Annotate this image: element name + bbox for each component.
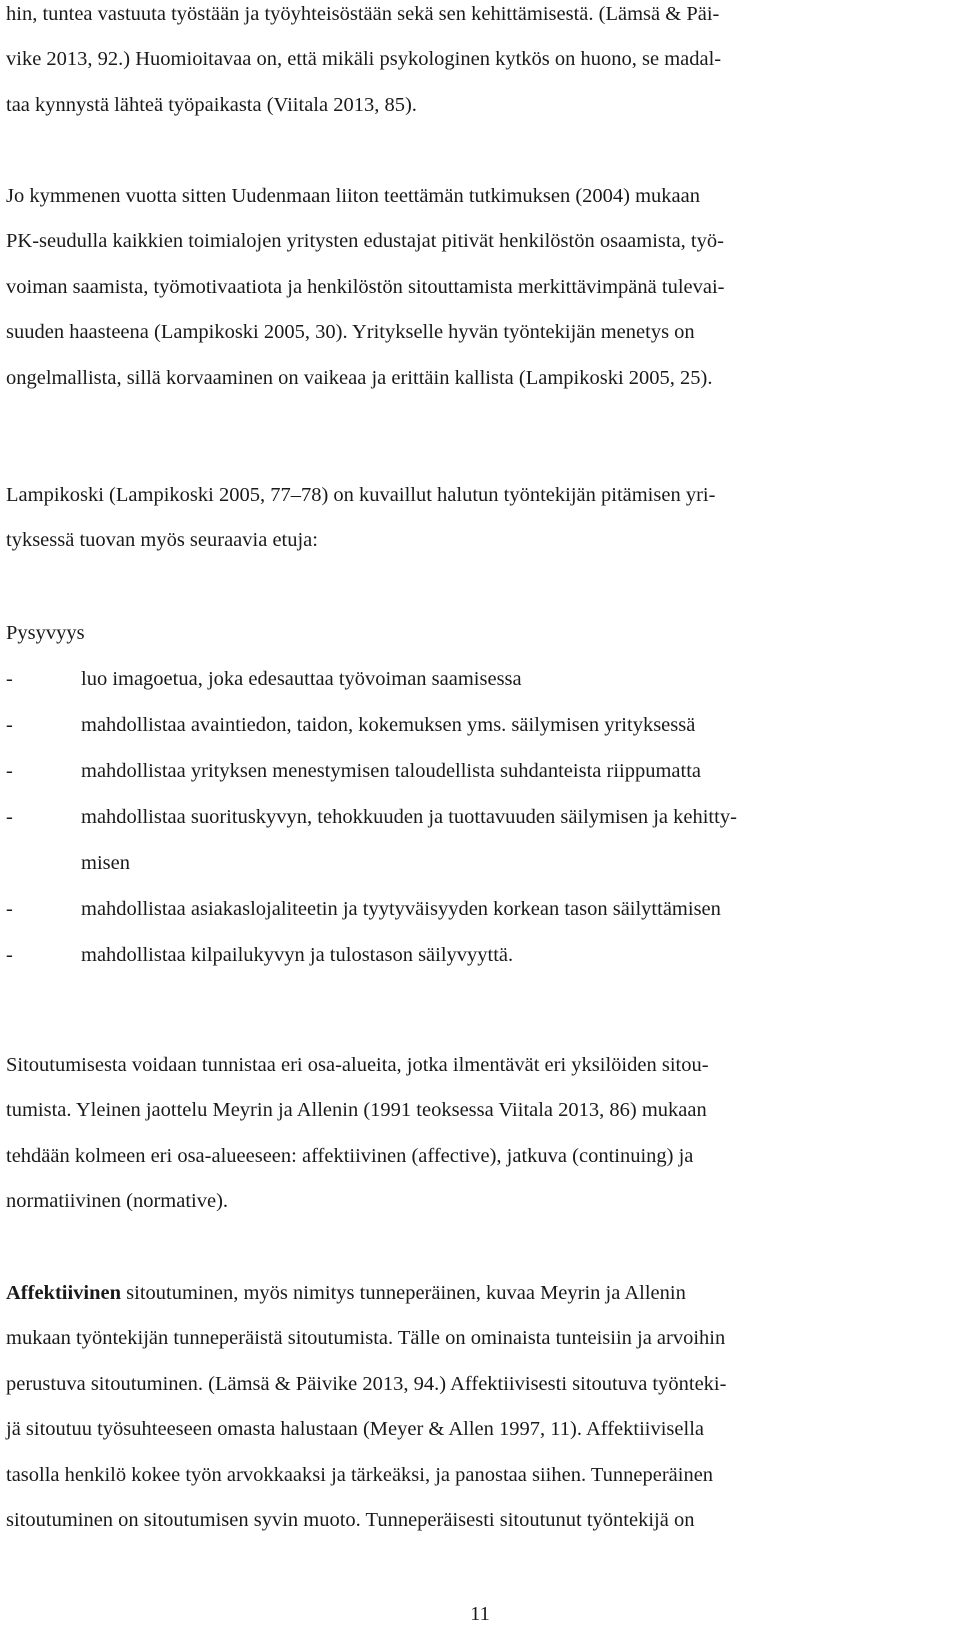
page-number: 11 bbox=[470, 1603, 490, 1625]
list-item-text-continuation: misen bbox=[81, 852, 130, 874]
list-dash: - bbox=[6, 806, 13, 828]
list-item-text: luo imagoetua, joka edesauttaa työvoiman saamisessa bbox=[81, 668, 522, 690]
text-line bbox=[6, 1281, 686, 1305]
list-item-text: mahdollistaa kilpailukyvyn ja tulostason säilyvyyttä. bbox=[81, 944, 514, 966]
list-item-text: mahdollistaa yrityksen menestymisen taloudellista suhdanteista riippumatta bbox=[81, 760, 701, 782]
text-line: suuden haasteena (Lampikoski 2005, 30). Yritykselle hyvän työntekijän menetys on bbox=[6, 321, 695, 343]
list-item-text: mahdollistaa asiakaslojaliteetin ja tyytyväisyyden korkean tason säilyttämisen bbox=[81, 898, 721, 920]
text-line: tasolla henkilö kokee työn arvokkaaksi ja tärkeäksi, ja panostaa siihen. Tunneperäinen bbox=[6, 1464, 714, 1486]
text-line: ongelmallista, sillä korvaaminen on vaikeaa ja erittäin kallista (Lampikoski 2005, 25). bbox=[6, 367, 713, 389]
text-line: Lampikoski (Lampikoski 2005, 77–78) on kuvaillut halutun työntekijän pitämisen yri- bbox=[6, 484, 716, 506]
text-run: sitoutuminen, myös nimitys tunneperäinen, kuvaa Meyrin ja Allenin bbox=[121, 1282, 686, 1304]
list-dash: - bbox=[6, 898, 13, 920]
list-item-text: mahdollistaa suorituskyvyn, tehokkuuden ja tuottavuuden säilymisen ja kehitty- bbox=[81, 806, 737, 828]
text-line: Sitoutumisesta voidaan tunnistaa eri osa-alueita, jotka ilmentävät eri yksilöiden sitou- bbox=[6, 1054, 709, 1076]
list-dash: - bbox=[6, 760, 13, 782]
text-line: mukaan työntekijän tunneperäistä sitoutumista. Tälle on ominaista tunteisiin ja arvoihin bbox=[6, 1327, 726, 1349]
text-line: Jo kymmenen vuotta sitten Uudenmaan liiton teettämän tutkimuksen (2004) mukaan bbox=[6, 185, 701, 207]
text-line: tehdään kolmeen eri osa-alueeseen: affektiivinen (affective), jatkuva (continuing) ja bbox=[6, 1145, 694, 1167]
list-heading: Pysyvyys bbox=[6, 622, 85, 644]
text-line: vike 2013, 92.) Huomioitavaa on, että mikäli psykologinen kytkös on huono, se madal- bbox=[6, 48, 722, 70]
text-line: jä sitoutuu työsuhteeseen omasta halustaan (Meyer & Allen 1997, 11). Affektiivisella bbox=[6, 1418, 704, 1440]
list-item-text: mahdollistaa avaintiedon, taidon, kokemuksen yms. säilymisen yrityksessä bbox=[81, 714, 696, 736]
text-line: tumista. Yleinen jaottelu Meyrin ja Allenin (1991 teoksessa Viitala 2013, 86) mukaan bbox=[6, 1099, 707, 1121]
text-line: voiman saamista, työmotivaatiota ja henkilöstön sitouttamista merkittävimpänä tulevai- bbox=[6, 276, 725, 298]
text-line: hin, tuntea vastuuta työstään ja työyhteisöstään sekä sen kehittämisestä. (Lämsä & Päi- bbox=[6, 3, 720, 25]
text-line: sitoutuminen on sitoutumisen syvin muoto. Tunneperäisesti sitoutunut työntekijä on bbox=[6, 1509, 695, 1531]
text-line: tyksessä tuovan myös seuraavia etuja: bbox=[6, 529, 318, 551]
text-line: perustuva sitoutuminen. (Lämsä & Päivike 2013, 94.) Affektiivisesti sitoutuva työnteki- bbox=[6, 1373, 727, 1395]
bold-term: Affektiivinen bbox=[6, 1282, 122, 1304]
text-line: taa kynnystä lähteä työpaikasta (Viitala 2013, 85). bbox=[6, 94, 417, 116]
text-line: normatiivinen (normative). bbox=[6, 1190, 229, 1212]
list-dash: - bbox=[6, 714, 13, 736]
text-line: PK-seudulla kaikkien toimialojen yritysten edustajat pitivät henkilöstön osaamista, työ- bbox=[6, 230, 724, 252]
list-dash: - bbox=[6, 668, 13, 690]
list-dash: - bbox=[6, 944, 13, 966]
